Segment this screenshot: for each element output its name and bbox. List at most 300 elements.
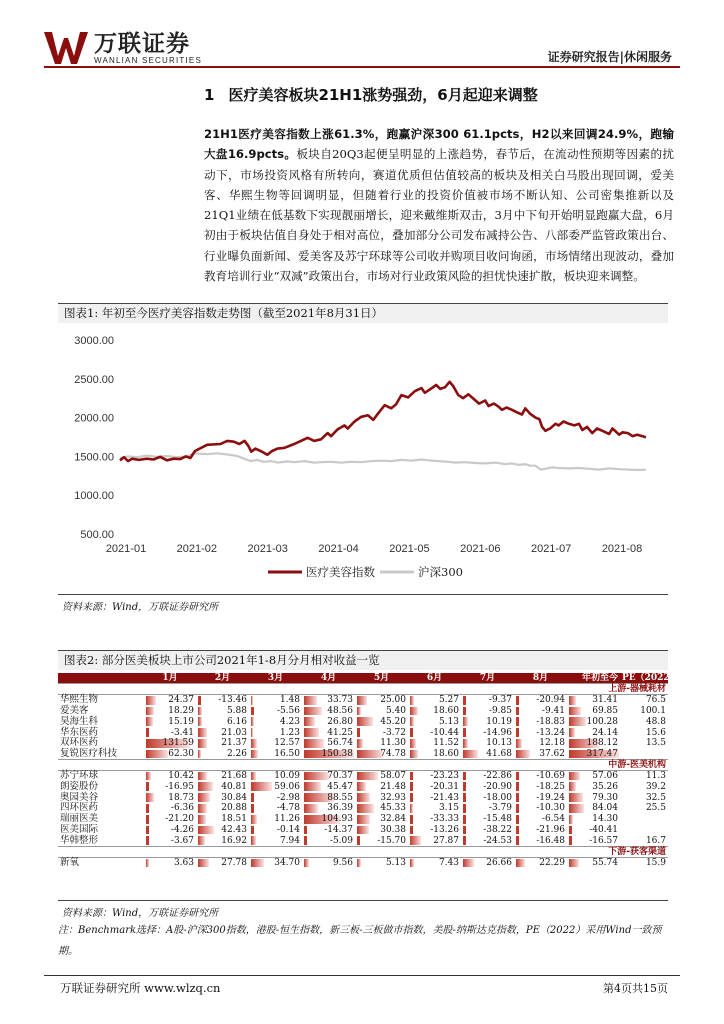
return-value: 5.88 — [226, 705, 247, 716]
return-databar — [146, 772, 151, 780]
return-cell — [249, 706, 302, 717]
legend-label: 医疗美容指数 — [306, 565, 375, 579]
return-cell — [408, 695, 461, 706]
return-value: 18.51 — [221, 814, 247, 825]
table-group-row — [58, 684, 668, 695]
table-row — [58, 727, 668, 738]
return-value: 5.40 — [385, 705, 406, 716]
return-value: 40.81 — [221, 781, 247, 792]
return-value: 33.73 — [327, 695, 353, 706]
return-value: 74.78 — [380, 748, 406, 759]
index-trend-chart — [58, 326, 668, 594]
x-tick-label: 2021-08 — [601, 543, 643, 555]
return-value: -40.41 — [589, 824, 618, 835]
return-databar — [516, 772, 519, 780]
return-value: 27.87 — [433, 835, 459, 846]
return-databar — [569, 859, 579, 867]
return-cell — [249, 771, 302, 782]
return-value: 45.47 — [327, 781, 353, 792]
return-databar — [357, 696, 367, 704]
x-tick-label: 2021-04 — [318, 543, 359, 555]
company-name: 华韩整形 — [60, 834, 99, 846]
return-databar — [357, 772, 378, 780]
return-value: 18.60 — [433, 705, 459, 716]
table-group-row — [58, 846, 668, 857]
return-cell — [302, 716, 355, 727]
pe-cell: 25.5 — [645, 803, 666, 814]
column-header: 3月 — [249, 673, 302, 684]
return-value: -13.24 — [536, 727, 565, 738]
return-databar — [146, 728, 149, 737]
return-value: -16.57 — [589, 835, 618, 846]
x-tick-label: 2021-01 — [105, 543, 147, 555]
return-value: -9.85 — [488, 705, 512, 716]
x-tick-label: 2021-07 — [530, 543, 572, 555]
return-cell — [355, 814, 408, 825]
return-cell — [408, 716, 461, 727]
column-header: PE（2022） — [622, 673, 679, 684]
return-value: 18.29 — [168, 705, 194, 716]
return-databar — [516, 815, 519, 824]
group-label: 中游-医美机构 — [58, 760, 668, 771]
return-databar — [463, 772, 466, 780]
return-value: 15.19 — [168, 716, 194, 727]
return-cell — [567, 792, 620, 803]
return-value: 30.38 — [380, 824, 406, 835]
return-databar — [146, 859, 149, 867]
return-databar — [357, 826, 369, 835]
return-cell — [461, 727, 514, 738]
return-value: 84.04 — [592, 803, 618, 814]
return-value: 88.55 — [327, 792, 353, 803]
return-value: 58.07 — [380, 771, 406, 782]
return-cell — [514, 749, 567, 760]
return-cell — [249, 716, 302, 727]
return-databar — [198, 707, 202, 716]
return-databar — [198, 739, 207, 748]
return-cell — [249, 749, 302, 760]
return-cell — [302, 825, 355, 836]
return-databar — [304, 696, 317, 704]
return-cell — [144, 825, 196, 836]
return-databar — [569, 793, 583, 802]
section-title-text: 医疗美容板块21H1涨势强劲，6月起迎来调整 — [228, 86, 538, 104]
return-cell — [302, 781, 355, 792]
return-value: 30.84 — [221, 792, 247, 803]
return-cell — [249, 695, 302, 706]
return-databar — [357, 707, 361, 716]
return-cell — [302, 814, 355, 825]
return-value: 3.63 — [173, 857, 194, 868]
return-cell — [567, 803, 620, 814]
return-value: 24.37 — [168, 695, 194, 706]
return-value: -15.70 — [377, 835, 406, 846]
return-databar — [146, 793, 154, 802]
return-databar — [516, 836, 519, 844]
return-databar — [410, 707, 418, 716]
return-databar — [304, 772, 329, 780]
return-value: -38.22 — [483, 824, 512, 835]
return-value: 317.47 — [586, 748, 618, 759]
return-cell — [302, 727, 355, 738]
x-tick-label: 2021-02 — [176, 543, 218, 555]
return-value: -6.36 — [170, 803, 194, 814]
return-cell — [355, 771, 408, 782]
return-value: -13.26 — [430, 824, 459, 835]
return-value: 32.93 — [380, 792, 406, 803]
return-value: -5.56 — [276, 705, 300, 716]
table-row — [58, 803, 668, 814]
return-databar — [146, 782, 149, 791]
return-value: -3.41 — [170, 727, 194, 738]
pe-cell: 39.2 — [645, 781, 666, 792]
return-cell — [567, 835, 620, 846]
figure1-source: 资料来源：Wind，万联证券研究所 — [62, 602, 219, 613]
return-cell — [144, 749, 196, 760]
return-databar — [198, 859, 209, 867]
return-value: 56.74 — [327, 738, 353, 749]
return-databar — [198, 815, 206, 824]
return-cell — [461, 695, 514, 706]
return-value: -4.78 — [276, 803, 300, 814]
table-row — [58, 792, 668, 803]
return-databar — [569, 782, 576, 791]
return-cell — [408, 727, 461, 738]
return-databar — [410, 793, 413, 802]
return-cell — [408, 792, 461, 803]
return-cell — [249, 814, 302, 825]
return-value: -21.43 — [430, 792, 459, 803]
return-value: 1.48 — [279, 695, 300, 706]
return-databar — [198, 696, 201, 704]
return-cell — [302, 749, 355, 760]
return-cell — [408, 706, 461, 717]
return-cell — [514, 771, 567, 782]
table-row — [58, 835, 668, 846]
table-row — [58, 749, 668, 760]
table-row — [58, 825, 668, 836]
company-logo — [44, 30, 202, 66]
return-databar — [463, 804, 466, 813]
return-cell — [144, 803, 196, 814]
return-value: 1.23 — [279, 727, 300, 738]
return-cell — [144, 792, 196, 803]
return-value: -19.24 — [536, 792, 565, 803]
return-cell — [567, 727, 620, 738]
column-header: 2月 — [196, 673, 249, 684]
return-value: 22.29 — [539, 857, 565, 868]
return-databar — [463, 707, 466, 716]
return-value: 14.30 — [592, 814, 618, 825]
pe-cell: 32.5 — [645, 792, 666, 803]
summary-paragraph — [204, 124, 674, 286]
pe-cell — [620, 814, 668, 825]
return-cell — [302, 803, 355, 814]
return-value: 104.93 — [321, 814, 353, 825]
table-row — [58, 716, 668, 727]
return-value: 10.42 — [168, 771, 194, 782]
return-cell — [514, 857, 567, 868]
paragraph-highlight: 21H1医疗美容指数上涨61.3%，跑赢沪深300 61.1pcts，H2以来回调24.9%，跑输大盘16.9pcts。 — [204, 127, 674, 162]
return-value: 42.43 — [221, 824, 247, 835]
company-name: 苏宁环球 — [60, 770, 99, 782]
return-databar — [463, 728, 466, 737]
return-value: -16.48 — [536, 835, 565, 846]
return-databar — [304, 717, 315, 726]
return-value: 11.26 — [274, 814, 300, 825]
return-databar — [304, 826, 307, 835]
return-value: 5.27 — [438, 695, 459, 706]
return-value: 32.84 — [380, 814, 406, 825]
return-cell — [302, 835, 355, 846]
company-name: 华熙生物 — [60, 694, 99, 706]
return-databar — [251, 728, 253, 737]
return-cell — [514, 738, 567, 749]
return-value: -13.46 — [218, 695, 247, 706]
x-tick-label: 2021-03 — [247, 543, 288, 555]
return-databar — [516, 826, 519, 835]
return-databar — [251, 815, 257, 824]
return-databar — [569, 696, 576, 704]
return-value: 26.80 — [327, 716, 353, 727]
return-value: -24.53 — [483, 835, 512, 846]
return-databar — [516, 782, 519, 791]
return-cell — [249, 792, 302, 803]
return-value: 26.66 — [486, 857, 512, 868]
return-value: -18.25 — [536, 781, 565, 792]
return-databar — [516, 750, 530, 758]
return-cell — [249, 781, 302, 792]
company-name: 双环医药 — [60, 737, 99, 749]
return-value: 3.15 — [438, 803, 459, 814]
return-databar — [357, 859, 361, 867]
column-header: 年初至今 — [567, 673, 620, 684]
return-databar — [569, 815, 573, 824]
report-type: 证券研究报告|休闲服务 — [547, 50, 672, 64]
return-cell — [408, 857, 461, 868]
return-cell — [355, 803, 408, 814]
return-databar — [463, 836, 466, 844]
return-databar — [198, 750, 201, 758]
return-value: -9.37 — [488, 695, 512, 706]
return-value: 45.20 — [380, 716, 406, 727]
return-databar — [463, 793, 466, 802]
return-value: 25.00 — [380, 695, 406, 706]
return-cell — [196, 781, 249, 792]
column-header: 1月 — [144, 673, 196, 684]
return-databar — [410, 804, 413, 813]
table-row — [58, 857, 668, 868]
return-databar — [251, 836, 256, 844]
section-title — [204, 84, 538, 105]
return-value: -15.48 — [483, 814, 512, 825]
return-cell — [514, 716, 567, 727]
pe-cell: 13.5 — [645, 738, 666, 749]
return-cell — [355, 792, 408, 803]
table-row — [58, 738, 668, 749]
return-databar — [410, 717, 414, 726]
company-name: 新氧 — [60, 856, 80, 868]
return-databar — [463, 815, 466, 824]
return-value: 55.74 — [592, 857, 618, 868]
return-databar — [357, 739, 363, 748]
return-cell — [355, 706, 408, 717]
return-value: -6.54 — [541, 814, 565, 825]
return-databar — [357, 782, 366, 791]
pe-cell: 11.3 — [645, 771, 666, 782]
return-cell — [144, 695, 196, 706]
return-value: 4.23 — [279, 716, 300, 727]
return-value: 12.18 — [539, 738, 565, 749]
return-databar — [251, 750, 258, 758]
return-cell — [408, 749, 461, 760]
group-label: 下游-获客渠道 — [58, 846, 668, 857]
return-databar — [357, 815, 370, 824]
return-cell — [196, 749, 249, 760]
return-databar — [516, 696, 519, 704]
return-databar — [569, 707, 581, 716]
return-databar — [198, 717, 202, 726]
return-cell — [196, 857, 249, 868]
return-databar — [304, 859, 309, 867]
y-tick-label: 1000.00 — [74, 490, 114, 503]
return-value: 41.25 — [327, 727, 353, 738]
return-cell — [355, 825, 408, 836]
return-value: 10.09 — [274, 771, 300, 782]
return-cell — [408, 803, 461, 814]
return-cell — [408, 771, 461, 782]
return-cell — [408, 825, 461, 836]
return-value: -3.67 — [170, 835, 194, 846]
return-cell — [408, 781, 461, 792]
return-value: 70.37 — [327, 771, 353, 782]
return-cell — [196, 738, 249, 749]
return-value: -3.79 — [488, 803, 512, 814]
logo-english-name: WANLIAN SECURITIES — [94, 55, 202, 65]
return-cell — [355, 695, 408, 706]
return-value: 9.56 — [332, 857, 353, 868]
return-databar — [198, 793, 210, 802]
return-databar — [516, 793, 519, 802]
return-databar — [251, 793, 254, 802]
return-databar — [410, 782, 413, 791]
return-databar — [198, 782, 213, 791]
return-value: -20.31 — [430, 781, 459, 792]
column-header: 5月 — [355, 673, 408, 684]
return-value: 21.03 — [221, 727, 247, 738]
return-cell — [408, 835, 461, 846]
return-cell — [302, 738, 355, 749]
pe-cell — [620, 825, 668, 836]
return-cell — [196, 706, 249, 717]
return-databar — [304, 836, 307, 844]
return-databar — [146, 815, 149, 824]
return-cell — [144, 771, 196, 782]
return-cell — [196, 792, 249, 803]
return-databar — [516, 707, 519, 716]
return-cell — [461, 706, 514, 717]
return-cell — [567, 749, 620, 760]
return-databar — [410, 696, 414, 704]
return-value: 36.39 — [327, 803, 353, 814]
return-cell — [196, 695, 249, 706]
return-value: 57.06 — [592, 771, 618, 782]
return-value: 5.13 — [385, 857, 406, 868]
return-value: -33.33 — [430, 814, 459, 825]
return-cell — [144, 835, 196, 846]
return-value: -10.69 — [536, 771, 565, 782]
return-cell — [144, 727, 196, 738]
table-row — [58, 781, 668, 792]
figure1-title: 图表1: 年初至今医疗美容指数走势图（截至2021年8月31日） — [58, 303, 668, 323]
return-databar — [251, 782, 272, 791]
table-group-row — [58, 760, 668, 771]
return-cell — [196, 814, 249, 825]
return-value: 7.94 — [279, 835, 300, 846]
y-tick-label: 2500.00 — [74, 373, 114, 386]
return-value: 16.50 — [274, 748, 300, 759]
return-cell — [461, 857, 514, 868]
return-value: 18.73 — [168, 792, 194, 803]
header-divider — [44, 66, 680, 68]
return-databar — [410, 836, 421, 844]
return-value: -18.00 — [483, 792, 512, 803]
table-row — [58, 706, 668, 717]
return-databar — [410, 739, 416, 748]
company-name: 昊海生科 — [60, 715, 99, 727]
return-databar — [251, 739, 257, 748]
return-databar — [357, 728, 360, 737]
return-cell — [514, 814, 567, 825]
pe-cell — [620, 749, 668, 760]
return-value: 24.14 — [592, 727, 618, 738]
return-databar — [516, 717, 519, 726]
return-databar — [146, 717, 153, 726]
return-cell — [355, 835, 408, 846]
return-cell — [461, 803, 514, 814]
return-value: -14.37 — [324, 824, 353, 835]
company-name: 四环医药 — [60, 802, 99, 814]
return-databar — [516, 739, 522, 748]
return-databar — [251, 859, 264, 867]
return-databar — [569, 728, 575, 737]
return-cell — [196, 803, 249, 814]
company-name: 瑞丽医美 — [60, 813, 99, 825]
return-databar — [516, 728, 519, 737]
return-value: -16.95 — [165, 781, 194, 792]
return-cell — [196, 727, 249, 738]
return-cell — [249, 825, 302, 836]
return-value: 27.78 — [221, 857, 247, 868]
return-cell — [196, 835, 249, 846]
return-value: -20.94 — [536, 695, 565, 706]
return-value: 7.43 — [438, 857, 459, 868]
return-value: -14.96 — [483, 727, 512, 738]
return-databar — [304, 782, 321, 791]
return-cell — [408, 814, 461, 825]
return-cell — [567, 825, 620, 836]
return-value: -21.20 — [165, 814, 194, 825]
table-row — [58, 814, 668, 825]
table-header-row — [58, 673, 668, 684]
return-cell — [249, 803, 302, 814]
return-cell — [302, 771, 355, 782]
return-value: 79.30 — [592, 792, 618, 803]
return-cell — [196, 825, 249, 836]
return-databar — [304, 707, 322, 716]
return-cell — [514, 835, 567, 846]
y-tick-label: 500.00 — [80, 529, 114, 541]
